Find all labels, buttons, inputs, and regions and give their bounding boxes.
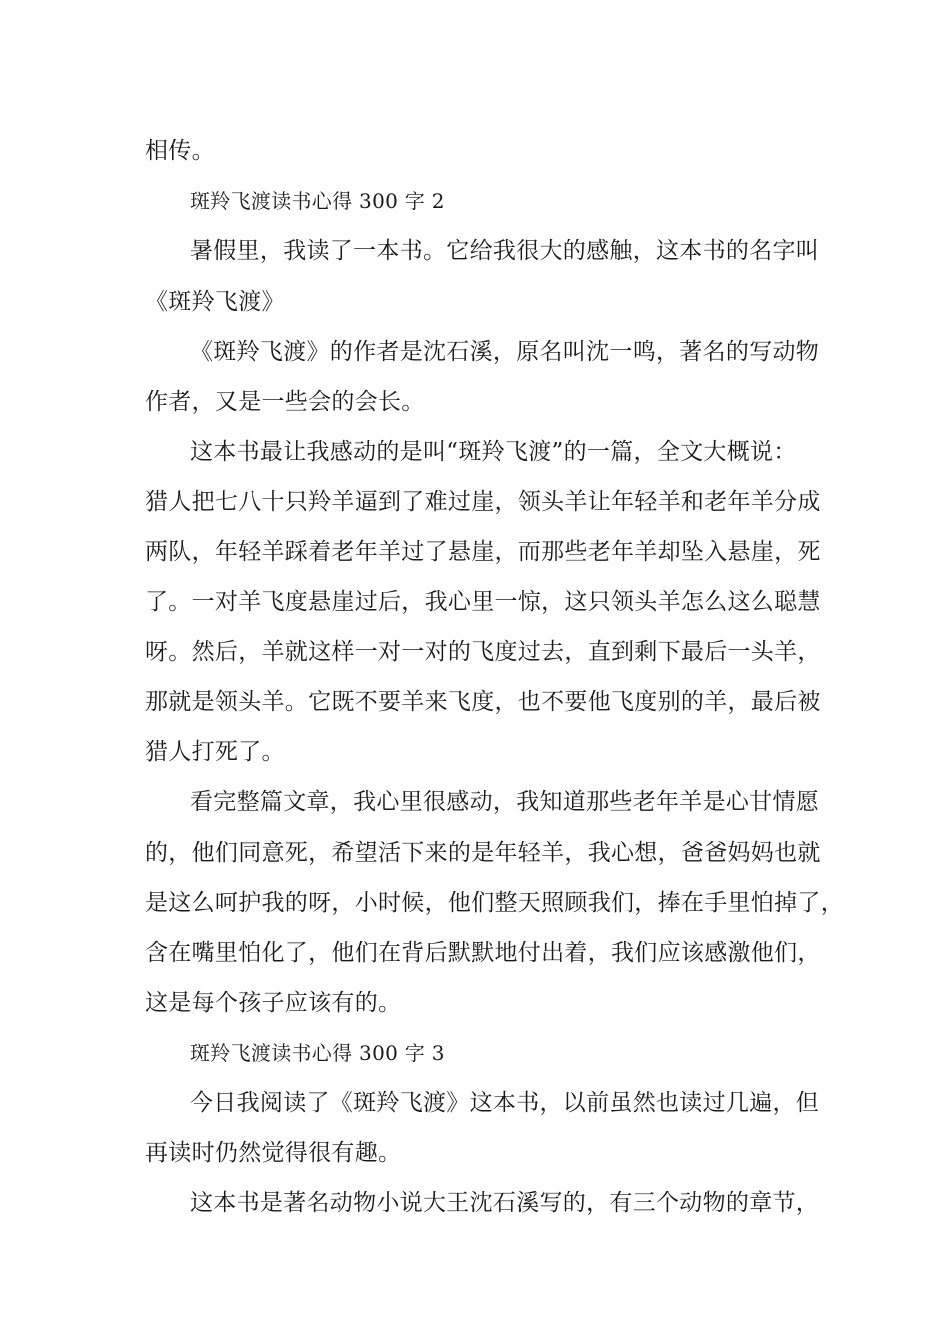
paragraph-line: 两队，年轻羊踩着老年羊过了悬崖，而那些老年羊却坠入悬崖，死 xyxy=(145,539,821,565)
paragraph-line: 相传。 xyxy=(145,138,215,164)
paragraph-line: 这本书是著名动物小说大王沈石溪写的，有三个动物的章节， xyxy=(190,1190,820,1216)
paragraph-line: 这本书最让我感动的是叫“斑羚飞渡”的一篇，全文大概说： xyxy=(190,439,797,465)
paragraph-line: 是这么呵护我的呀，小时候，他们整天照顾我们，捧在手里怕掉了， xyxy=(145,890,844,916)
paragraph-line: 今日我阅读了《斑羚飞渡》这本书，以前虽然也读过几遍，但 xyxy=(190,1090,820,1116)
paragraph-line: 猎人把七八十只羚羊逼到了难过崖，领头羊让年轻羊和老年羊分成 xyxy=(145,489,821,515)
paragraph-line: 《斑羚飞渡》的作者是沈石溪，原名叫沈一鸣，著名的写动物 xyxy=(190,339,820,365)
paragraph-line: 猎人打死了。 xyxy=(145,739,285,765)
paragraph-line: 这是每个孩子应该有的。 xyxy=(145,990,402,1016)
paragraph-line: 了。一对羊飞度悬崖过后，我心里一惊，这只领头羊怎么这么聪慧 xyxy=(145,589,821,615)
section-heading: 斑羚飞渡读书心得 300 字 2 xyxy=(190,189,445,213)
section-heading: 斑羚飞渡读书心得 300 字 3 xyxy=(190,1041,445,1065)
paragraph-line: 看完整篇文章，我心里很感动，我知道那些老年羊是心甘情愿 xyxy=(190,789,820,815)
paragraph-line: 作者，又是一些会的会长。 xyxy=(145,389,425,415)
paragraph-line: 《斑羚飞渡》 xyxy=(145,289,285,315)
paragraph-line: 呀。然后，羊就这样一对一对的飞度过去，直到剩下最后一头羊， xyxy=(145,639,821,665)
paragraph-line: 的，他们同意死，希望活下来的是年轻羊，我心想，爸爸妈妈也就 xyxy=(145,840,821,866)
paragraph-line: 那就是领头羊。它既不要羊来飞度，也不要他飞度别的羊，最后被 xyxy=(145,689,821,715)
paragraph-line: 再读时仍然觉得很有趣。 xyxy=(145,1140,402,1166)
paragraph-line: 含在嘴里怕化了，他们在背后默默地付出着，我们应该感激他们， xyxy=(145,940,821,966)
paragraph-line: 暑假里，我读了一本书。它给我很大的感触，这本书的名字叫 xyxy=(190,238,820,264)
